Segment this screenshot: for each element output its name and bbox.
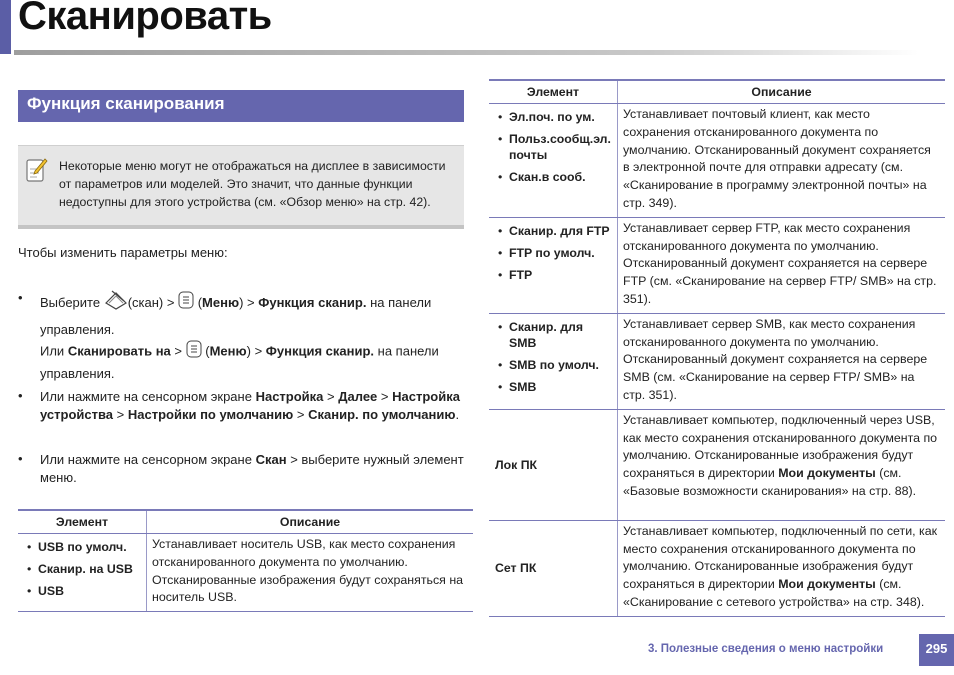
note-box — [18, 145, 464, 229]
separator: > — [174, 343, 182, 359]
step-1-function: Функция сканир. — [258, 294, 367, 310]
step-3-settings: Настройка — [255, 389, 324, 404]
page-title: Сканировать — [18, 0, 272, 38]
step-2-tail: на панели управления. — [40, 343, 439, 381]
description-cell — [618, 520, 946, 616]
element-cell — [489, 313, 618, 409]
description-folder: Мои документы — [778, 577, 876, 592]
description-reference: (см. «Сканирование с сетевого устройства» на стр. 348). — [623, 577, 925, 609]
step-2-scanto: Сканировать на — [67, 343, 171, 359]
menu-button-icon — [178, 291, 194, 316]
element-list — [493, 109, 613, 185]
note-text: Некоторые меню могут не отображаться на дисплее в зависимости от параметров или моделей. Это значит, что данные функции недоступны для этого устройства (см. «Обзор меню» на стр. 42). — [59, 159, 446, 209]
footer-chapter: 3. Полезные сведения о меню настройки — [648, 643, 884, 655]
separator: > — [380, 389, 389, 404]
list-item: • Сканир. на USB — [22, 561, 142, 577]
table-row — [489, 520, 945, 616]
step-2-or: Или — [40, 343, 65, 359]
table-row — [489, 409, 945, 520]
element-list — [493, 319, 613, 395]
table-row — [489, 217, 945, 313]
description-cell: Устанавливает почтовый клиент, как место сохранения отсканированного документа по умолчанию. Отсканированный документ сохраняется в электронной почте для отправки адресату (см. «Сканирование в программу электронной почты» на стр. 349). — [618, 104, 946, 218]
paren: ) — [246, 343, 251, 359]
period: . — [455, 407, 460, 422]
header-element: Элемент — [18, 510, 147, 534]
table-row — [489, 313, 945, 409]
menu-button-icon — [186, 340, 202, 364]
step-1 — [40, 289, 465, 341]
note-pencil-icon — [26, 157, 48, 188]
step-4-tail: > выберите нужный элемент меню. — [40, 452, 464, 485]
header-description: Описание — [618, 80, 946, 104]
list-item: • USB — [22, 583, 142, 599]
step-1-menu: Меню — [202, 294, 240, 310]
separator: > — [254, 343, 263, 359]
step-1-tail: на панели управления. — [40, 294, 432, 337]
list-item: • Скан.в сооб. — [493, 169, 613, 185]
list-item: • SMB — [493, 379, 613, 395]
element-cell — [489, 217, 618, 313]
element-cell: Сет ПК — [489, 520, 618, 616]
description-cell: Устанавливает сервер FTP, как место сохранения отсканированного документа по умолчанию. Отсканированный документ сохраняется на сервере FTP (см. «Сканирование на сервер FTP/ SMB» на стр. 351). — [618, 217, 946, 313]
description-cell — [618, 409, 946, 520]
step-3 — [40, 388, 465, 424]
description-reference: (см. «Базовые возможности сканирования» на стр. 88). — [623, 466, 917, 498]
table-header-row — [18, 510, 473, 534]
step-3-next: Далее — [338, 389, 378, 404]
step-3-lead: Или нажмите на сенсорном экране — [40, 389, 252, 404]
list-item: • FTP по умолч. — [493, 245, 613, 261]
element-list — [493, 223, 613, 283]
right-menu-table — [489, 79, 945, 617]
step-4-lead: Или нажмите на сенсорном экране — [40, 452, 252, 467]
title-underline — [14, 50, 919, 55]
description-text: Устанавливает компьютер, подключенный по сети, как место сохранения отсканированного документа по умолчанию. Отсканированные изображения будут сохраняться в директории — [623, 523, 938, 592]
bullet: • — [18, 388, 23, 403]
separator: > — [327, 389, 335, 404]
step-2-function: Функция сканир. — [265, 343, 375, 359]
element-cell: Лок ПК — [489, 409, 618, 520]
step-1-scan: (скан) > — [127, 294, 175, 310]
list-item: • Польз.сообщ.эл. почты — [493, 131, 613, 163]
step-3-device-settings: Настройка устройства — [40, 389, 460, 422]
list-item: • Эл.поч. по ум. — [493, 109, 613, 125]
step-2-menu: Меню — [209, 343, 247, 359]
list-item: • Сканир. для SMB — [493, 319, 613, 351]
paren: ( — [205, 343, 210, 359]
list-item: • Сканир. для FTP — [493, 223, 613, 239]
element-cell — [18, 534, 147, 612]
separator: > — [247, 294, 255, 310]
list-item: • FTP — [493, 267, 613, 283]
scanner-icon — [104, 289, 128, 318]
element-cell — [489, 104, 618, 218]
bullet: • — [18, 451, 23, 466]
section-header: Функция сканирования — [18, 90, 464, 122]
step-3-scan-default: Сканир. по умолчанию — [308, 407, 456, 422]
list-item: • SMB по умолч. — [493, 357, 613, 373]
paren: ( — [197, 294, 203, 310]
description-text: Устанавливает компьютер, подключенный через USB, как место сохранения отсканированного документа по умолчанию. Отсканированные изображения будут сохраняться в директории — [623, 412, 938, 481]
title-accent-bar — [0, 0, 11, 54]
paren: ) — [239, 294, 244, 310]
left-menu-table — [18, 509, 473, 612]
description-folder: Мои документы — [778, 466, 876, 481]
element-list — [22, 539, 142, 599]
header-element: Элемент — [489, 80, 618, 104]
bullet: • — [18, 290, 23, 305]
step-2 — [40, 340, 465, 384]
header-description: Описание — [147, 510, 474, 534]
table-row — [18, 534, 473, 612]
description-cell: Устанавливает сервер SMB, как место сохранения отсканированного документа по умолчанию. Отсканированный документ сохраняется на сервере SMB (см. «Сканирование на сервер FTP/ SMB» на стр. 351). — [618, 313, 946, 409]
step-4 — [40, 451, 465, 487]
separator: > — [116, 407, 125, 422]
step-3-defaults: Настройки по умолчанию — [127, 407, 294, 422]
page-number: 295 — [919, 634, 954, 666]
list-item: • USB по умолч. — [22, 539, 142, 555]
intro-text: Чтобы изменить параметры меню: — [18, 245, 228, 260]
table-header-row — [489, 80, 945, 104]
description-cell: Устанавливает носитель USB, как место сохранения отсканированного документа по умолчанию. Отсканированные изображения будут сохраняться на носитель USB. — [147, 534, 474, 612]
step-4-scan: Скан — [255, 452, 287, 467]
table-row — [489, 104, 945, 218]
step-1-lead: Выберите — [40, 294, 101, 310]
separator: > — [296, 407, 305, 422]
